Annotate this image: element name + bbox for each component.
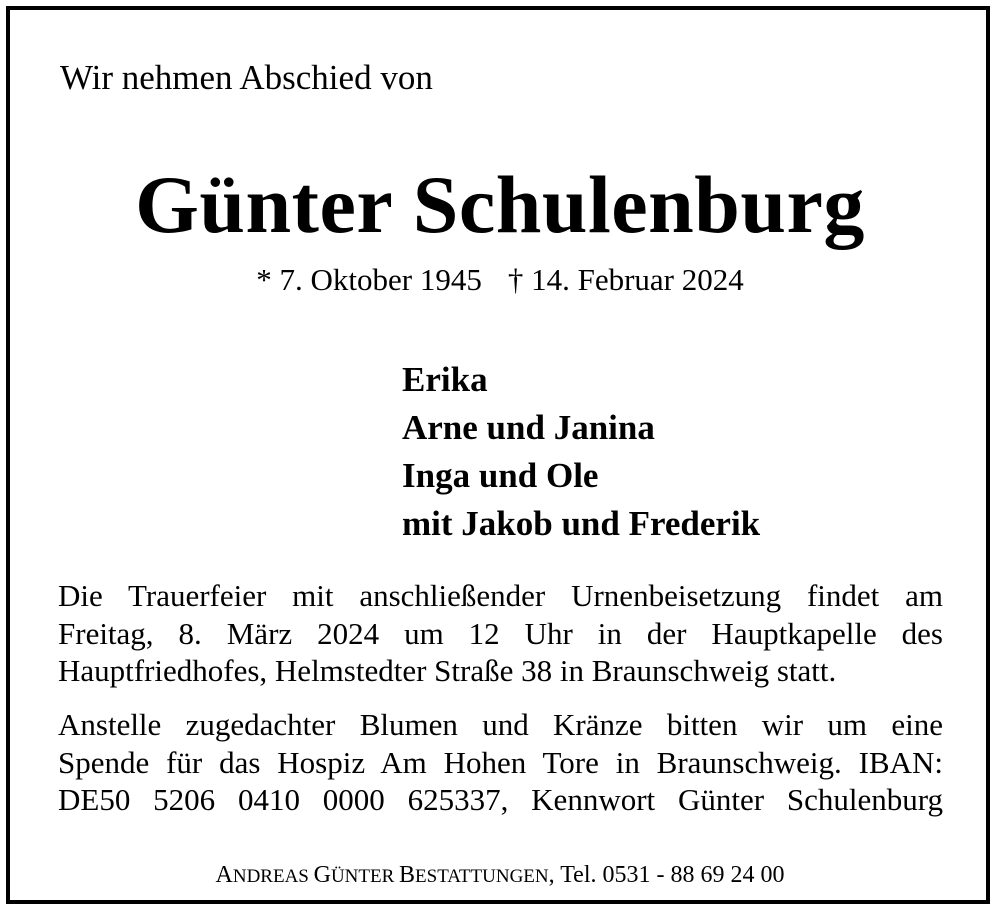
donation-info xyxy=(58,706,943,819)
mourner-line: mit Jakob und Frederik xyxy=(402,504,761,543)
donation-line: Spende für das Hospiz Am Hohen Tore in Braunschweig. IBAN: xyxy=(58,744,943,780)
donation-line: Anstelle zugedachter Blumen und Kränze bitten wir um eine xyxy=(58,707,943,742)
deceased-name: Günter Schulenburg xyxy=(135,159,865,250)
death-date: † 14. Februar 2024 xyxy=(507,262,744,297)
funeral-line: Die Trauerfeier mit anschließender Urnenbeisetzung findet am xyxy=(58,578,943,613)
funeral-home-phone: , Tel. 0531 - 88 69 24 00 xyxy=(548,862,785,888)
birth-date: * 7. Oktober 1945 xyxy=(256,262,482,297)
life-dates xyxy=(0,262,1000,298)
donation-line: DE50 5206 0410 0000 625337, Kennwort Günter Schulenburg xyxy=(58,782,943,817)
funeral-line: Freitag, 8. März 2024 um 12 Uhr in der Hauptkapelle des xyxy=(58,615,943,651)
mourners-list xyxy=(402,356,760,548)
funeral-info xyxy=(58,577,943,690)
funeral-home-footer xyxy=(0,862,1000,889)
funeral-home-name: ANDREAS GÜNTER BESTATTUNGEN xyxy=(215,862,549,888)
mourner-line: Erika xyxy=(402,360,488,399)
intro-text: Wir nehmen Abschied von xyxy=(60,58,433,97)
mourner-line: Inga und Ole xyxy=(402,456,599,495)
funeral-line: Hauptfriedhofes, Helmstedter Straße 38 in Braunschweig statt. xyxy=(58,653,837,688)
mourner-line: Arne und Janina xyxy=(402,408,655,447)
